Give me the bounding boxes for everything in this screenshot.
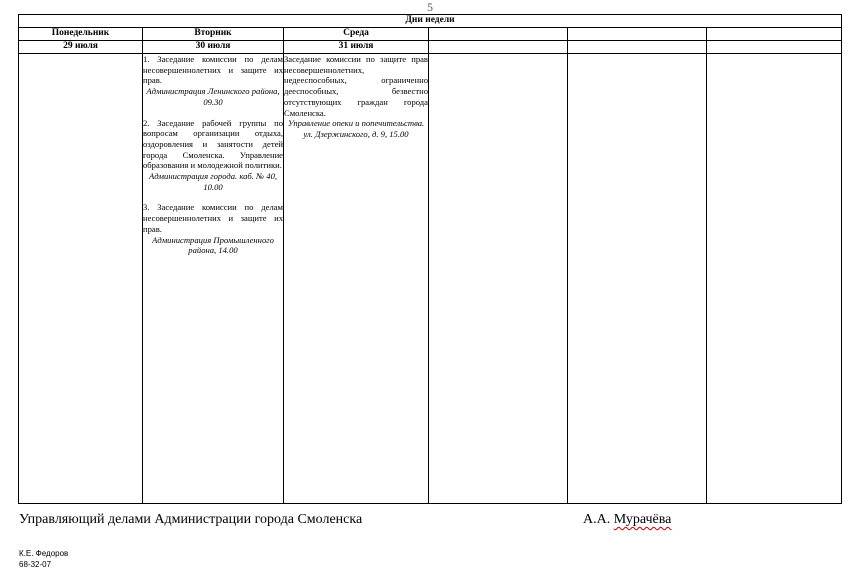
events-row xyxy=(19,54,842,504)
wednesday-event-1-venue: Управление опеки и попечительства. ул. Дзержинского, д. 9, 15.00 xyxy=(287,118,425,139)
header-row-days xyxy=(19,28,842,41)
date-monday: 29 июля xyxy=(19,41,143,54)
date-tuesday: 30 июля xyxy=(143,41,284,54)
date-wednesday: 31 июля xyxy=(284,41,429,54)
day-empty-6 xyxy=(707,28,842,41)
header-row-title xyxy=(19,15,842,28)
page-number: 5 xyxy=(427,0,433,14)
tuesday-event-3-venue: Администрация Промышленного района, 14.00 xyxy=(152,234,274,256)
weekly-schedule-table xyxy=(18,14,842,504)
wednesday-cell xyxy=(284,54,429,504)
tuesday-event-2: 2. Заседание рабочей группы по вопросам организации отдыха, оздоровления и занятости детей города Смоленска. Управление образования и молодежной политики. xyxy=(143,117,283,171)
tuesday-event-2-venue: Администрация города. каб. № 40, 10.00 xyxy=(148,171,278,192)
signatory-name xyxy=(583,512,671,528)
day-empty-5 xyxy=(568,28,707,41)
date-empty-5 xyxy=(568,41,707,54)
signatory-initials: А.А. xyxy=(583,512,614,527)
empty-cell-4 xyxy=(429,54,568,504)
signatory-surname: Мурачёва xyxy=(613,512,672,527)
day-monday: Понедельник xyxy=(19,28,143,41)
weekdays-header: Дни недели xyxy=(19,15,842,28)
tuesday-event-1-venue: Администрация Ленинского района, 09.30 xyxy=(146,86,280,107)
empty-cell-5 xyxy=(568,54,707,504)
day-tuesday: Вторник xyxy=(143,28,284,41)
wednesday-event-1: Заседание комиссии по защите прав несовершеннолетних, недееспособных, ограниченно дееспособных, безвестно отсутствующих граждан города Смоленска. xyxy=(284,54,428,118)
day-empty-4 xyxy=(429,28,568,41)
signatory-position: Управляющий делами Администрации города Смоленска xyxy=(19,512,363,527)
tuesday-event-1: 1. Заседание комиссии по делам несовершеннолетних и защите их прав. xyxy=(143,54,283,86)
executor-phone: 68-32-07 xyxy=(19,560,52,569)
date-empty-4 xyxy=(429,41,568,54)
header-row-dates xyxy=(19,41,842,54)
executor-name: К.Е. Федоров xyxy=(19,549,69,558)
tuesday-cell xyxy=(143,54,284,504)
empty-cell-6 xyxy=(707,54,842,504)
monday-cell xyxy=(19,54,143,504)
date-empty-6 xyxy=(707,41,842,54)
tuesday-event-3: 3. Заседание комиссии по делам несовершеннолетних и защите их прав. xyxy=(143,202,283,234)
day-wednesday: Среда xyxy=(284,28,429,41)
